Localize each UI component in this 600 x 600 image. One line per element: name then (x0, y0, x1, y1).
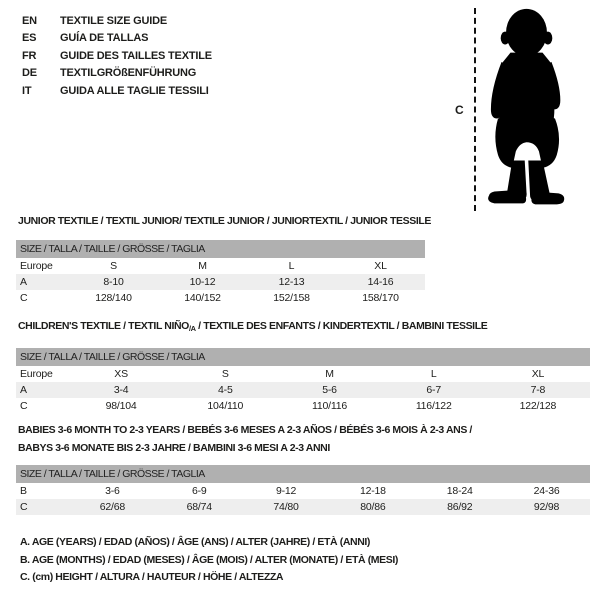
children-size-table (16, 348, 590, 414)
age-cell: 7-8 (530, 384, 546, 396)
junior-table-title: JUNIOR TEXTILE / TEXTIL JUNIOR/ TEXTILE JUNIOR / JUNIORTEXTIL / JUNIOR TESSILE (18, 215, 431, 227)
row-label: C (20, 292, 28, 304)
language-title: GUIDE DES TAILLES TEXTILE (60, 49, 212, 62)
size-cell: M (325, 368, 334, 380)
height-cell: 128/140 (95, 292, 132, 304)
age-cell: 8-10 (103, 276, 124, 288)
children-title-subscript: /A (188, 324, 196, 333)
language-row (22, 13, 212, 30)
age-cell: 6-9 (191, 485, 207, 497)
footnote-b: B. AGE (MONTHS) / EDAD (MESES) / ÂGE (MOIS) / ALTER (MONATE) / ETÀ (MESI) (20, 553, 398, 566)
table-row (16, 398, 590, 414)
babies-table-title (18, 422, 472, 457)
table-row (16, 258, 425, 274)
size-cell: S (221, 368, 229, 380)
height-cell: 80/86 (360, 501, 386, 513)
age-cell: 24-36 (533, 485, 560, 497)
size-cell: XS (114, 368, 128, 380)
height-cell: 92/98 (533, 501, 560, 513)
height-cell: 68/74 (186, 501, 212, 513)
footnotes (20, 534, 398, 587)
size-header-row: SIZE / TALLA / TAILLE / GRÖSSE / TAGLIA (16, 348, 590, 366)
babies-title-line1: BABIES 3-6 MONTH TO 2-3 YEARS / BEBÉS 3-6 MESES A 2-3 AÑOS / BÉBÉS 3-6 MOIS À 2-3 ANS / (18, 424, 472, 436)
size-cell: XL (531, 368, 545, 380)
language-title: TEXTILE SIZE GUIDE (60, 15, 168, 27)
age-cell: 18-24 (446, 485, 473, 497)
language-code: EN (22, 15, 37, 27)
height-cell: 116/122 (415, 400, 452, 412)
table-row (16, 366, 590, 382)
height-cell: 86/92 (447, 501, 473, 513)
footnote-a: A. AGE (YEARS) / EDAD (AÑOS) / ÂGE (ANS) / ALTER (JAHRE) / ETÀ (ANNI) (20, 536, 371, 548)
height-measure-line (474, 8, 476, 211)
size-cell: L (430, 368, 437, 380)
children-title-text: / TEXTILE DES ENFANTS / KINDERTEXTIL / BAMBINI TESSILE (195, 320, 488, 332)
height-cell: 62/68 (99, 501, 126, 513)
size-cell: M (198, 260, 207, 272)
height-cell: 158/170 (362, 292, 399, 304)
size-header-row: SIZE / TALLA / TAILLE / GRÖSSE / TAGLIA (16, 465, 590, 483)
language-list (22, 13, 212, 100)
age-cell: 3-6 (105, 485, 120, 497)
age-cell: 9-12 (275, 485, 297, 497)
language-code: ES (22, 32, 37, 45)
height-cell: 140/152 (184, 292, 221, 304)
age-cell: 5-6 (322, 384, 337, 396)
height-cell: 152/158 (273, 292, 310, 304)
height-measure-label: C (455, 103, 464, 117)
row-label: Europe (20, 368, 53, 380)
height-cell: 110/116 (312, 400, 347, 412)
table-row (16, 290, 425, 306)
footnote-c: C. (cm) HEIGHT / ALTURA / HAUTEUR / HÖHE / ALTEZZA (20, 571, 284, 583)
height-cell: 98/104 (105, 400, 137, 412)
size-header-row: SIZE / TALLA / TAILLE / GRÖSSE / TAGLIA (16, 240, 425, 258)
age-cell: 14-16 (367, 276, 394, 288)
row-label: Europe (20, 260, 53, 272)
row-label: B (20, 485, 27, 497)
language-row (22, 30, 212, 47)
height-cell: 74/80 (273, 501, 299, 513)
age-cell: 12-13 (278, 276, 305, 288)
measurement-figure (450, 4, 585, 216)
toddler-silhouette-icon (482, 7, 571, 208)
row-label: A (20, 384, 27, 396)
language-code: FR (22, 49, 37, 62)
age-cell: 12-18 (359, 485, 386, 497)
language-row (22, 83, 212, 100)
size-cell: L (288, 260, 295, 272)
age-cell: 10-12 (189, 276, 216, 288)
table-row (16, 382, 590, 398)
children-title-text: CHILDREN'S TEXTILE / TEXTIL NIÑO (18, 320, 189, 332)
row-label: C (20, 501, 28, 513)
size-cell: S (110, 260, 117, 272)
height-cell: 104/110 (207, 400, 244, 412)
children-table-title (18, 320, 487, 335)
table-row (16, 274, 425, 290)
row-label: C (20, 400, 28, 412)
language-row (22, 65, 212, 82)
language-row (22, 48, 212, 65)
language-code: IT (22, 84, 32, 97)
table-row (16, 499, 590, 515)
row-label: A (20, 276, 27, 288)
height-cell: 122/128 (519, 400, 557, 412)
age-cell: 3-4 (113, 384, 129, 396)
age-cell: 4-5 (218, 384, 233, 396)
language-code: DE (22, 67, 37, 80)
age-cell: 6-7 (426, 384, 441, 396)
language-title: TEXTILGRÖßENFÜHRUNG (60, 67, 197, 80)
babies-size-table (16, 465, 590, 515)
junior-size-table (16, 240, 425, 306)
table-row (16, 483, 590, 499)
language-title: GUIDA ALLE TAGLIE TESSILI (60, 84, 209, 97)
language-title: GUÍA DE TALLAS (60, 32, 149, 45)
size-cell: XL (374, 260, 387, 272)
babies-title-line2: BABYS 3-6 MONATE BIS 2-3 JAHRE / BAMBINI 3-6 MESI A 2-3 ANNI (18, 441, 330, 454)
